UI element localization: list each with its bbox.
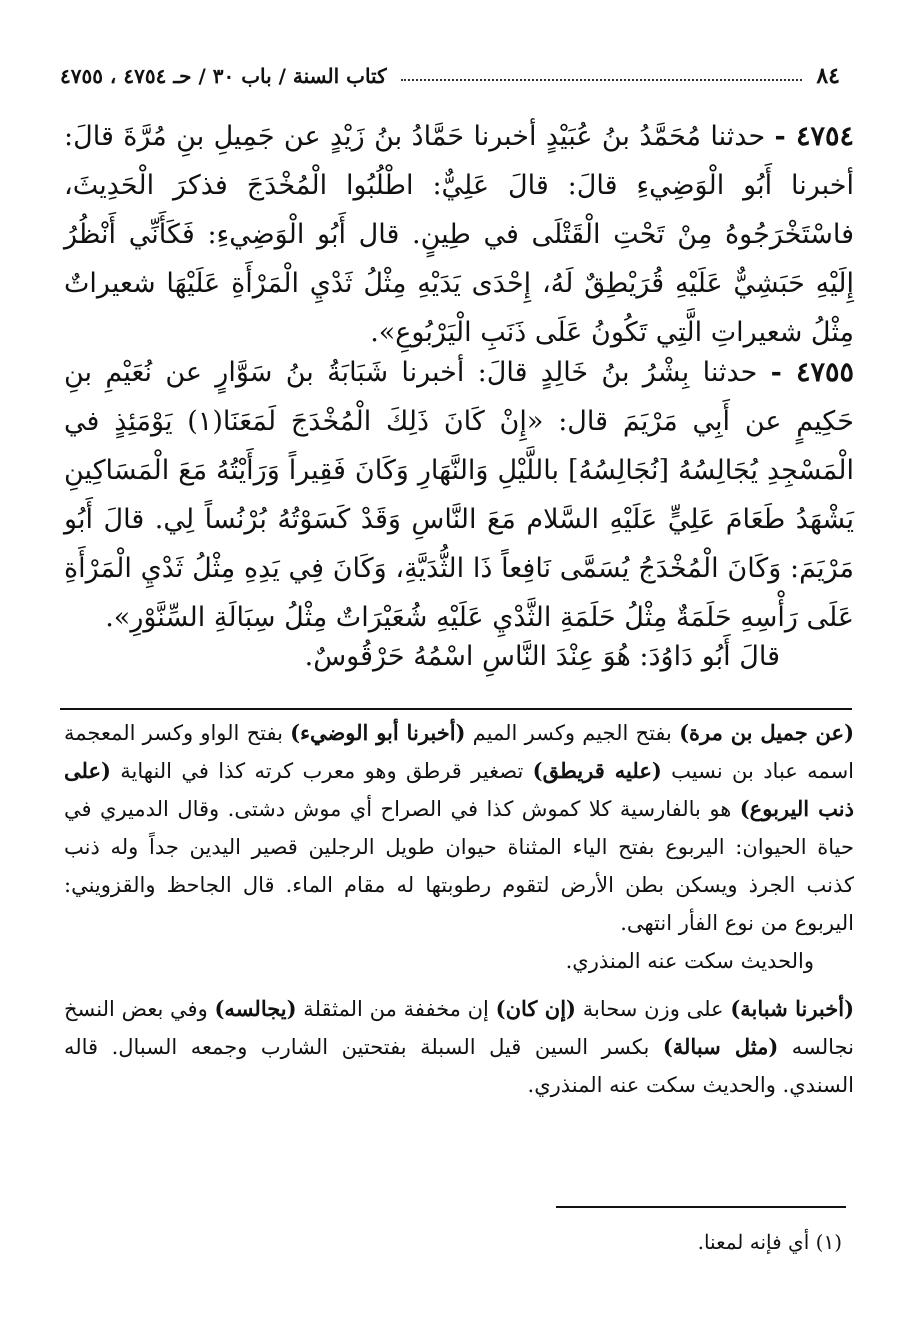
hadith-text: حدثنا بِشْرُ بنُ خَالِدٍ قالَ: أخبرنا شَبَابَةُ بنُ سَوَّارٍ عن نُعَيْمِ بنِ حَكِيمٍ عن أَبِي مَرْيَمَ قال: «إِنْ كَانَ ذَلِكَ الْمُخْدَجَ لَمَعَنَا(١) يَوْمَئِذٍ في الْمَسْجِدِ يُجَالِسُهُ [نُجَالِسُهُ] باللَّيْلِ وَالنَّهَارِ وَكَانَ فَقِيراً وَرَأَيْتُهُ مَعَ الْمَسَاكِينِ يَشْهَدُ طَعَامَ عَلِيٍّ عَلَيْهِ السَّلام مَعَ النَّاسِ وَقَدْ كَسَوْتُهُ بُرْنُساً لِي. قالَ أَبُو مَرْيَمَ: وَكَانَ الْمُخْدَجُ يُسَمَّى نَافِعاً ذَا الثُّدَيَّةِ، وَكَانَ فِي يَدِهِ مِثْلُ ثَدْيِ الْمَرْأَةِ عَلَى رَأْسِهِ حَلَمَةٌ مِثْلُ حَلَمَةِ الثَّدْيِ عَلَيْهِ شُعَيْرَاتٌ مِثْلُ سِبَالَةِ السِّنَّوْرِ». <box>64 357 855 633</box>
commentary-lemma: (على ذنب اليربوع) <box>64 758 854 821</box>
commentary-lemma: (يجالسه) <box>214 996 297 1021</box>
commentary-lemma: (مثل سبالة) <box>662 1034 779 1059</box>
page-number: ٨٤ <box>816 63 840 89</box>
commentary-text: على وزن سحابة <box>575 997 731 1021</box>
commentary-paragraph <box>64 714 854 942</box>
commentary-text: تصغير قرطق وهو معرب كرته كذا في النهاية <box>110 759 533 783</box>
commentary-lemma: (عليه قريطق) <box>532 758 662 783</box>
commentary-lemma: (عن جميل بن مرة) <box>679 720 855 745</box>
commentary-lemma: (إن كان) <box>495 996 576 1021</box>
commentary-lemma: (أخبرنا شبابة) <box>730 996 855 1021</box>
commentary-text: بفتح الجيم وكسر الميم <box>465 721 680 745</box>
commentary-block-1 <box>64 714 854 980</box>
commentary-lemma: (أخبرنا أبو الوضيء) <box>290 720 466 745</box>
commentary-text: إن مخففة من المثقلة <box>296 997 496 1021</box>
running-title: كتاب السنة / باب ٣٠ / حـ ٤٧٥٤ ، ٤٧٥٥ <box>60 64 387 88</box>
header-dotted-leader <box>401 79 803 81</box>
page-header <box>60 56 840 96</box>
footnote-divider <box>556 1206 846 1208</box>
commentary-block-2 <box>64 990 854 1104</box>
abu-dawud-note: قالَ أَبُو دَاوُدَ: هُوَ عِنْدَ النَّاسِ اسْمُهُ حَرْقُوسٌ. <box>304 641 780 672</box>
commentary-conclusion: والحديث سكت عنه المنذري. <box>565 949 814 973</box>
footnote: (١) أي فإنه لمعنا. <box>697 1230 842 1254</box>
commentary-text: بفتح الواو وكسر المعجمة اسمه عباد بن نسيب <box>64 721 854 783</box>
commentary-divider <box>60 708 852 710</box>
hadith-4754 <box>64 112 854 357</box>
commentary-text: هو بالفارسية كلا كموش كذا في الصراح أي موش دشتى. وقال الدميري في حياة الحيوان: اليربوع بفتح الياء المثناة حيوان طويل الرجلين قصير اليدين جداً وله ذنب كذنب الجرذ ويسكن بطن الأرض لتقوم رطوبتها له مقام الماء. قال الجاحظ والقزويني: اليربوع من نوع الفأر انتهى. <box>64 797 854 935</box>
hadith-number: ٤٧٥٥ - <box>770 357 854 388</box>
hadith-number: ٤٧٥٤ - <box>774 121 854 152</box>
hadith-text: حدثنا مُحَمَّدُ بنُ عُبَيْدٍ أخبرنا حَمَّادُ بنُ زَيْدٍ عن جَمِيلِ بنِ مُرَّةَ قالَ: أخبرنا أَبُو الْوَضِيءِ قالَ: قالَ عَلِيٌّ: اطْلُبُوا الْمُخْدَجَ فذكرَ الْحَدِيثَ، فاسْتَخْرَجُوهُ مِنْ تَحْتِ الْقَتْلَى في طِينٍ. قال أَبُو الْوَضِيءِ: فَكَأَنِّي أَنْظُرُ إِلَيْهِ حَبَشِيٌّ عَلَيْهِ قُرَيْطِقٌ لَهُ، إِحْدَى يَدَيْهِ مِثْلُ ثَدْيِ الْمَرْأَةِ عَلَيْهَا شعيراتٌ مِثْلُ شعيراتِ الَّتِي تَكُونُ عَلَى ذَنَبِ الْيَرْبُوعِ». <box>64 121 854 348</box>
commentary-text: وفي بعض النسخ نجالسه <box>64 997 854 1059</box>
hadith-4755 <box>64 348 854 642</box>
commentary-text: بكسر السين قيل السبلة بفتحتين الشارب وجمعه السبال. قاله السندي. والحديث سكت عنه المنذري. <box>64 1035 854 1097</box>
